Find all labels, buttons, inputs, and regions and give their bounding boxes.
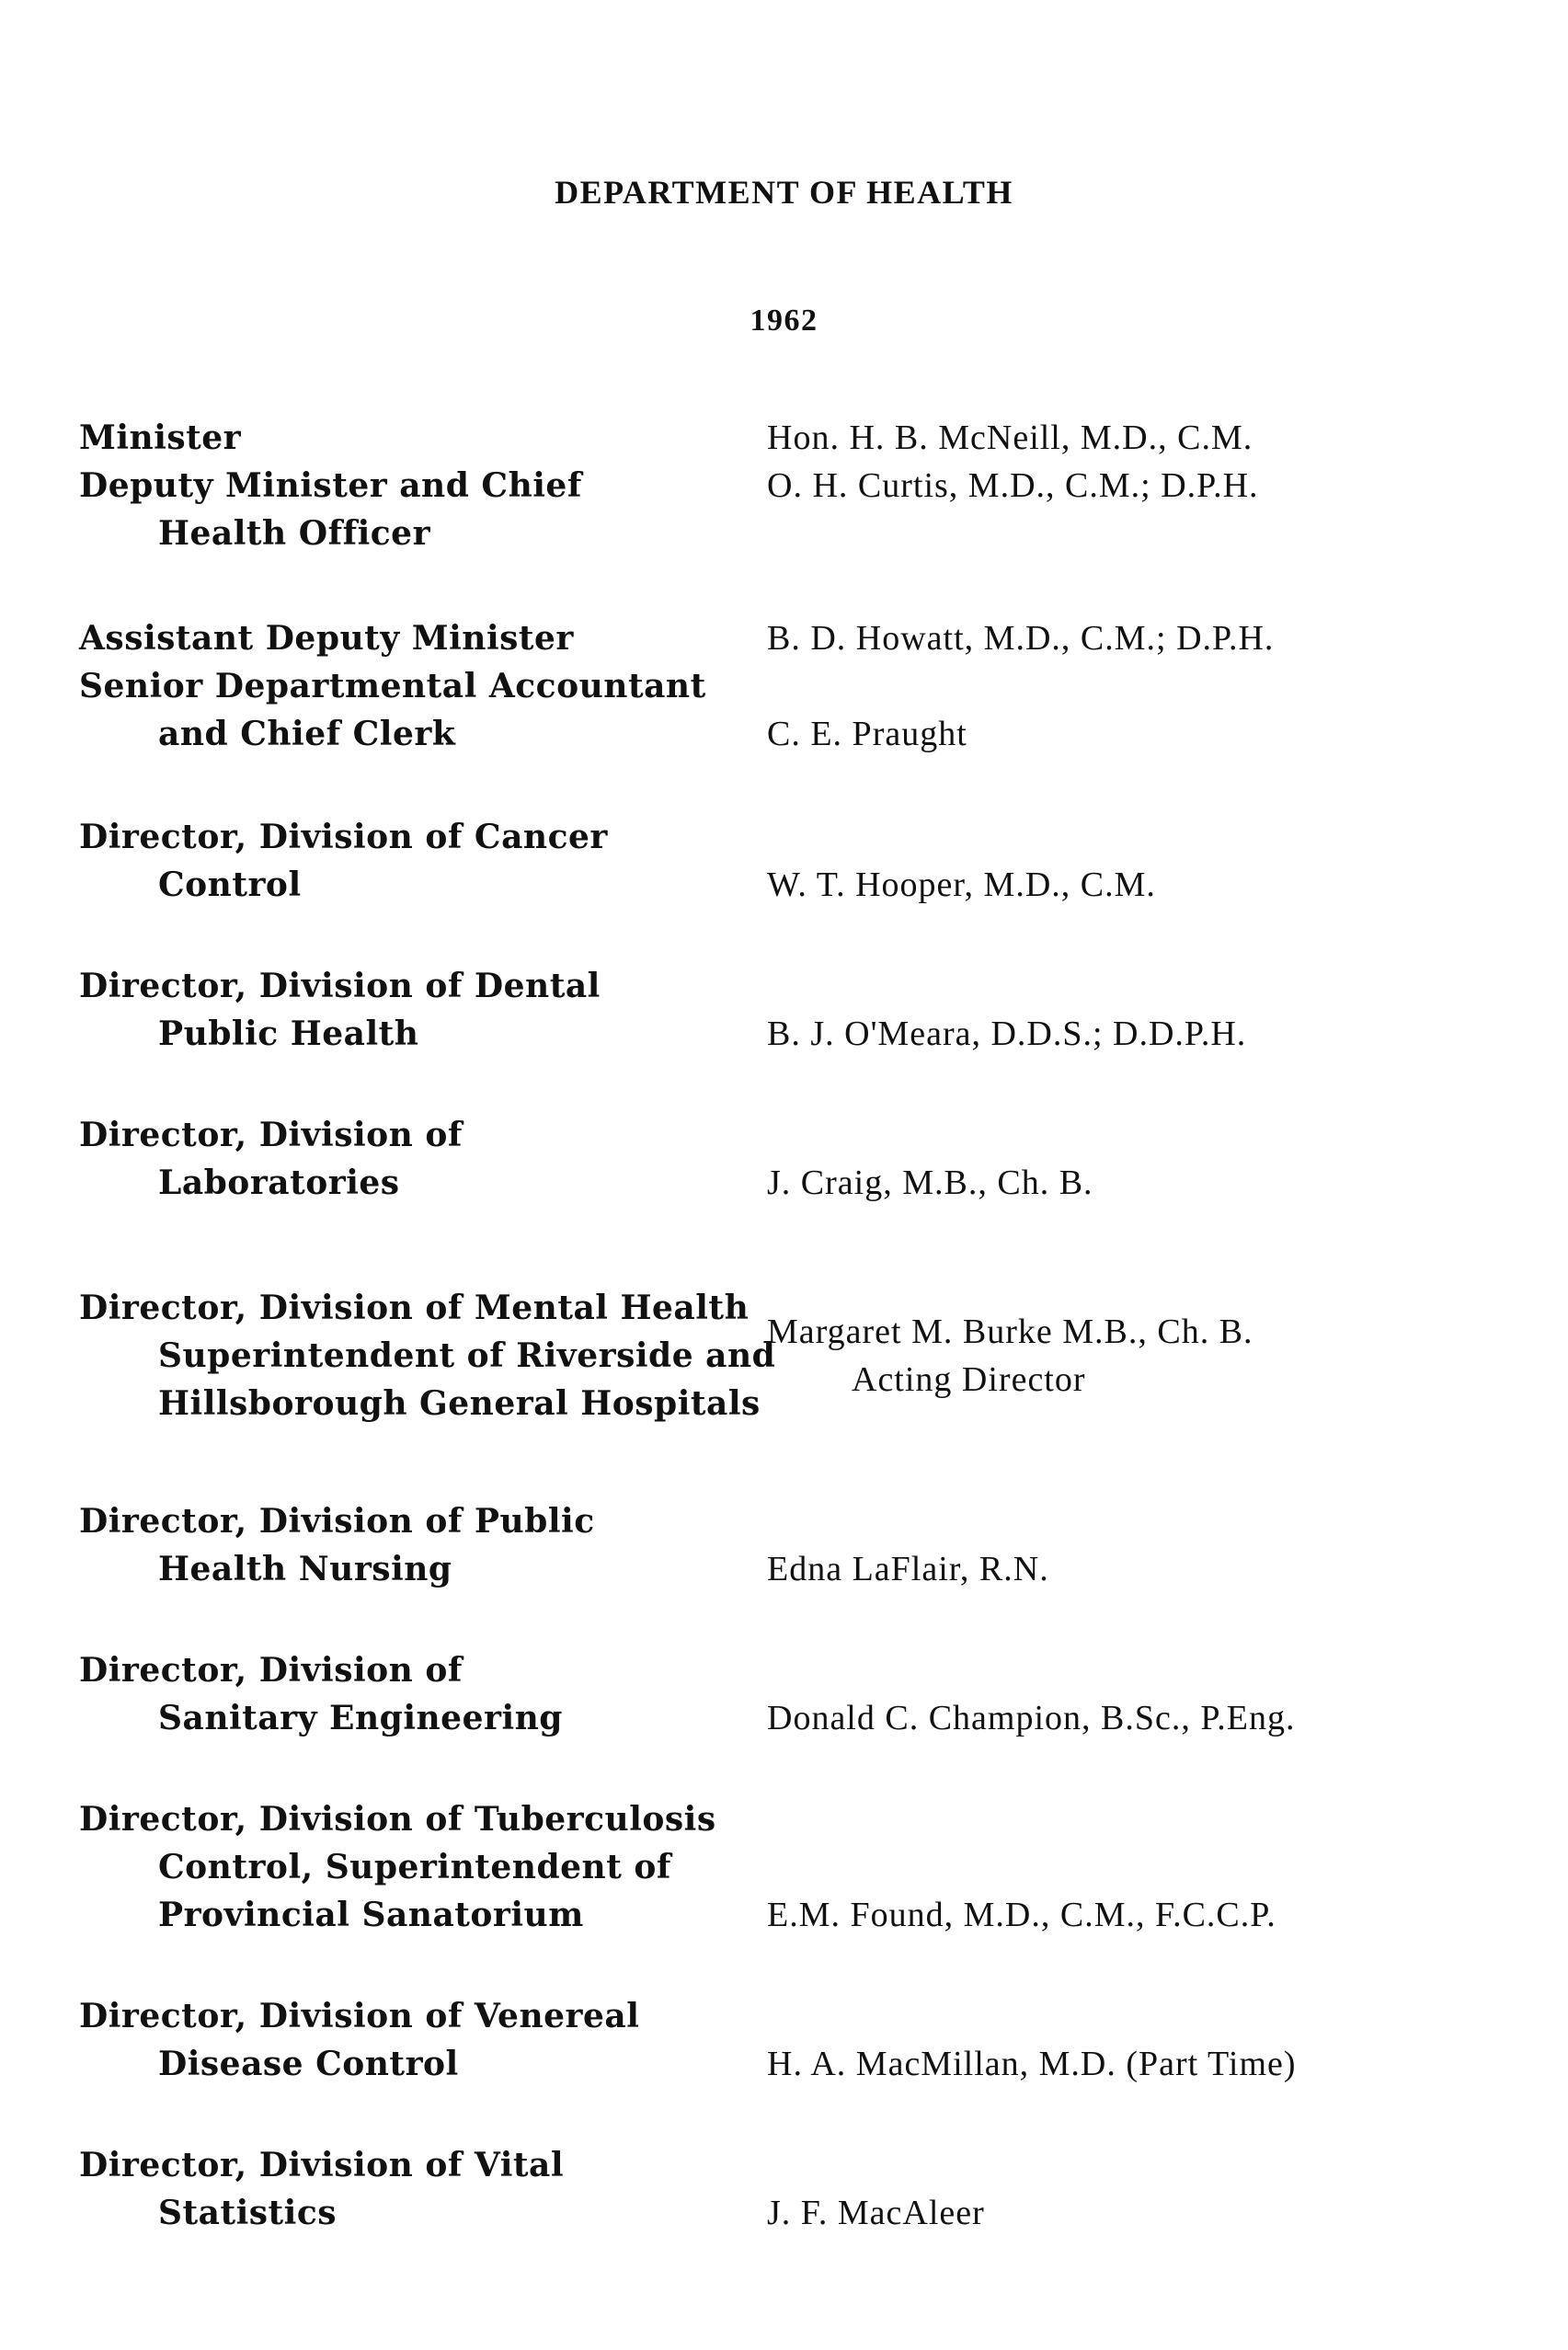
staff-name: B. D. Howatt, M.D., C.M.; D.P.H. C. E. Praught [767,619,1275,753]
position-title: Director, Division of Dental Public Health [79,967,601,1053]
staff-name: B. J. O'Meara, D.D.S.; D.D.P.H. [767,1015,1247,1053]
staff-name: Hon. H. B. McNeill, M.D., C.M. O. H. Curtis, M.D., C.M.; D.P.H. [767,418,1259,505]
position-title: Director, Division of Laboratories [79,1116,463,1202]
position-title: Director, Division of Mental Health Superintendent of Riverside and Hillsborough General Hospitals [79,1289,776,1423]
staff-name: J. F. MacAleer [767,2194,985,2232]
position-title: Director, Division of Cancer Control [79,818,608,904]
staff-name: Margaret M. Burke M.B., Ch. B. Acting Director [767,1313,1253,1399]
staff-name: Edna LaFlair, R.N. [767,1550,1049,1588]
position-title: Minister Deputy Minister and Chief Health Officer [79,418,582,553]
position-title: Assistant Deputy Minister Senior Departmental Accountant and Chief Clerk [79,619,706,753]
position-title: Director, Division of Tuberculosis Control, Superintendent of Provincial Sanatorium [79,1800,716,1934]
staff-name: E.M. Found, M.D., C.M., F.C.C.P. [767,1896,1276,1934]
staff-name: J. Craig, M.B., Ch. B. [767,1164,1093,1202]
staff-name: W. T. Hooper, M.D., C.M. [767,865,1156,904]
position-title: Director, Division of Venereal Disease Control [79,1997,640,2083]
page-title: DEPARTMENT OF HEALTH [555,174,1013,211]
year-heading: 1962 [750,304,818,338]
position-title: Director, Division of Sanitary Engineering [79,1651,563,1737]
staff-name: H. A. MacMillan, M.D. (Part Time) [767,2045,1297,2083]
position-title: Director, Division of Public Health Nursing [79,1502,595,1588]
position-title: Director, Division of Vital Statistics [79,2146,565,2232]
staff-name: Donald C. Champion, B.Sc., P.Eng. [767,1699,1296,1737]
